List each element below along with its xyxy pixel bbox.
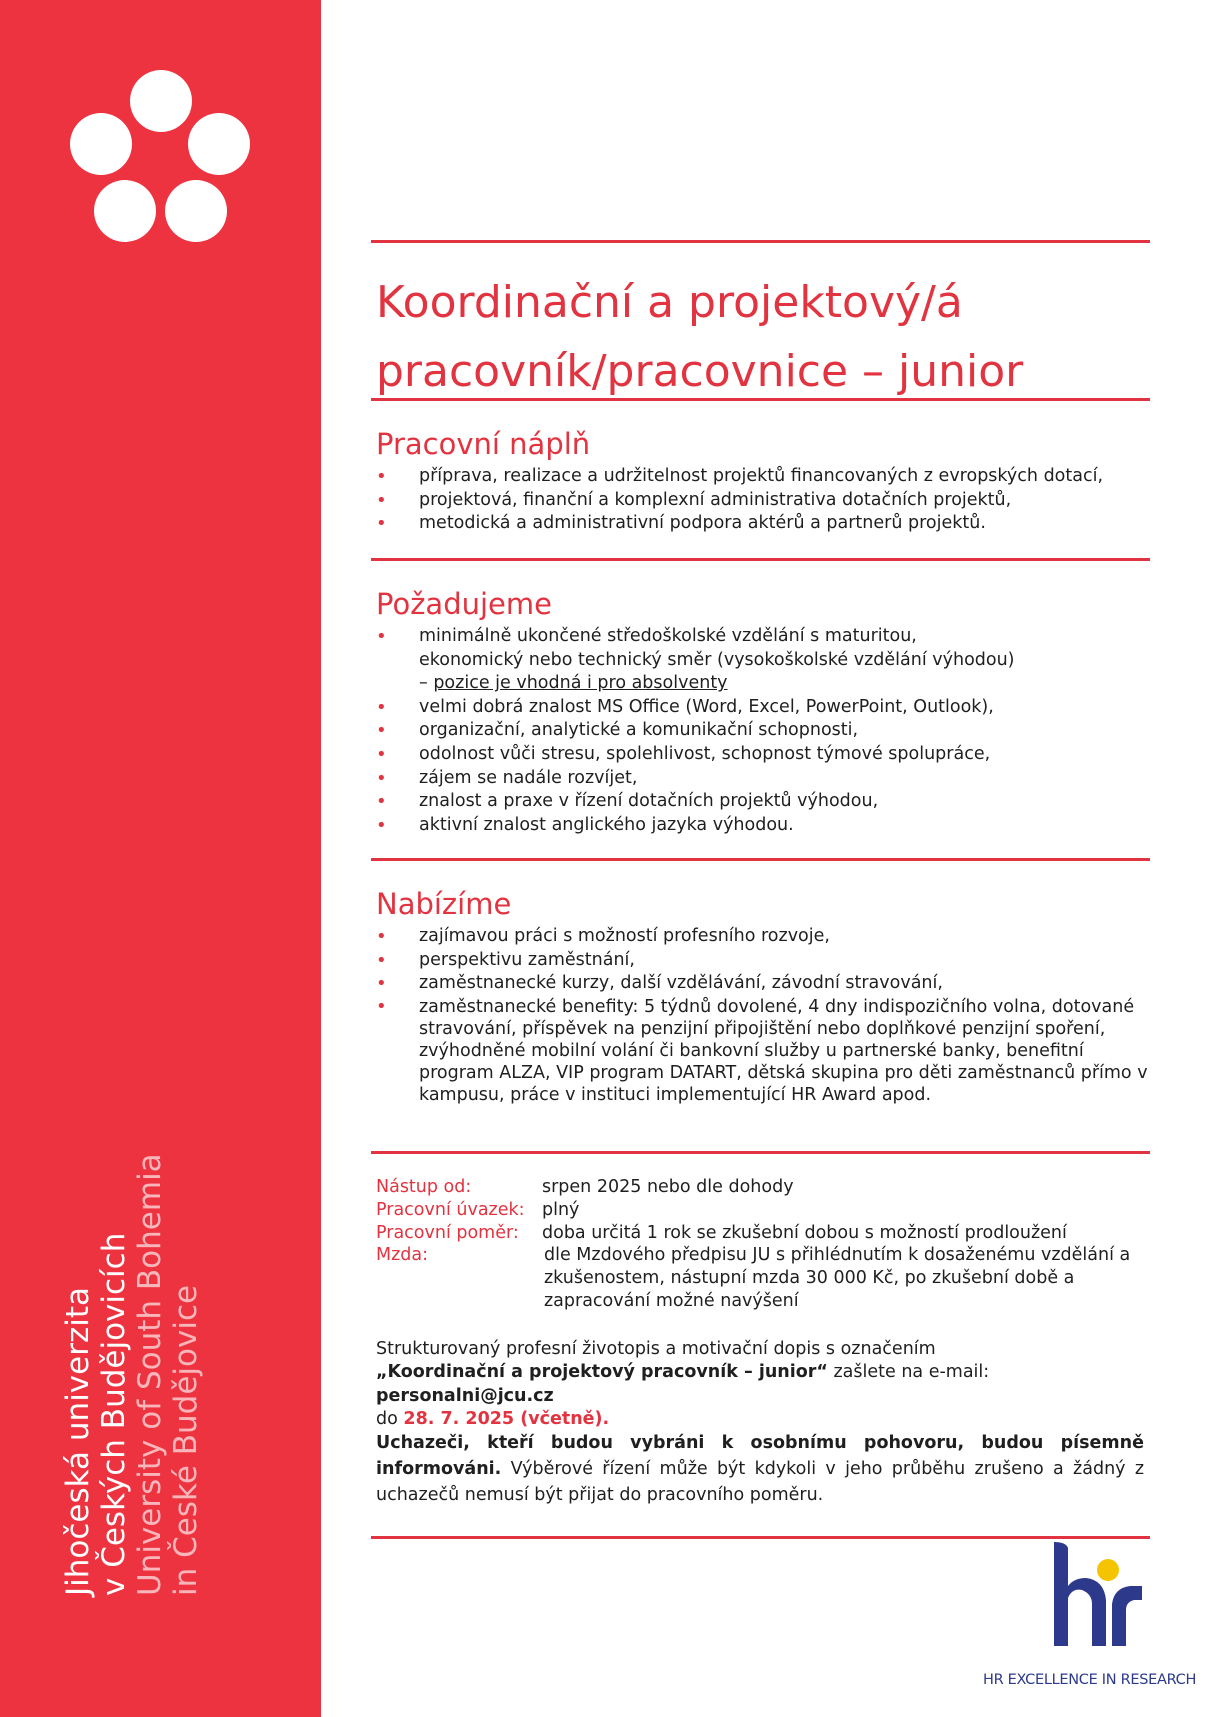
apply-line <box>376 1408 1166 1431</box>
application-instructions <box>376 1338 1166 1432</box>
term-label: Pracovní poměr: <box>376 1222 519 1243</box>
list-item: • perspektivu zaměstnání, <box>376 949 1151 973</box>
employment-terms <box>376 1176 1166 1313</box>
university-name-en-line2: in České Budějovice <box>168 1284 204 1596</box>
list-item: • zaměstnanecké kurzy, další vzdělávání, závodní stravování, <box>376 972 1151 996</box>
divider <box>371 398 1150 401</box>
requirement-line: ekonomický nebo technický směr (vysokoškolské vzdělání výhodou) <box>419 649 1015 670</box>
hr-excellence-caption: HR EXCELLENCE IN RESEARCH <box>983 1672 1197 1688</box>
university-name-cz-line1: Jihočeská univerzita <box>60 1286 96 1596</box>
list-item: • zaměstnanecké benefity: 5 týdnů dovolené, 4 dny indispozičního volna, dotované stravování, příspěvek na penzijní připojištění nebo doplňkové penzijní spoření, zvýhodněné mobilní volání či bankovní služby u partnerské banky, benefitní program ALZA, VIP program DATART, dětská skupina pro děti zaměstnanců přímo v kampusu, práce v instituci implementující HR Award apod. <box>376 996 1151 1106</box>
selection-notice <box>376 1430 1144 1508</box>
list-item: • zájem se nadále rozvíjet, <box>376 767 1156 791</box>
application-deadline: 28. 7. 2025 (včetně). <box>403 1409 610 1430</box>
divider <box>371 1536 1150 1539</box>
position-name: „Koordinační a projektový pracovník – junior“ <box>376 1362 828 1383</box>
list-item: • aktivní znalost anglického jazyka výhodou. <box>376 814 1156 838</box>
list-item: • organizační, analytické a komunikační schopnosti, <box>376 719 1156 743</box>
apply-line: Strukturovaný profesní životopis a motivační dopis s označením <box>376 1339 936 1359</box>
term-row <box>376 1199 1166 1222</box>
list-item: • zajímavou práci s možností profesního rozvoje, <box>376 925 1151 949</box>
apply-line <box>376 1361 1166 1408</box>
term-value: srpen 2025 nebo dle dohody <box>542 1177 794 1197</box>
title-line1: Koordinační a projektový/á <box>376 277 963 328</box>
term-label: Nástup od: <box>376 1177 472 1197</box>
duties-heading: Pracovní náplň <box>376 427 591 461</box>
list-item: • projektová, finanční a komplexní administrativa dotačních projektů, <box>376 489 1156 513</box>
dash: – <box>419 673 434 694</box>
university-name-en-line1: University of South Bohemia <box>132 1153 168 1596</box>
page-title <box>376 268 1156 406</box>
offer-list <box>376 925 1151 1106</box>
term-value: doba určitá 1 rok se zkušební dobou s možností prodloužení <box>542 1222 1067 1243</box>
notice-bold: Uchazeči, kteří budou vybráni k osobnímu pohovoru, budou písemně informováni. <box>376 1433 1144 1479</box>
term-row <box>376 1222 1166 1245</box>
list-item: • odolnost vůči stresu, spolehlivost, schopnost týmové spolupráce, <box>376 743 1156 767</box>
term-row <box>376 1244 1166 1312</box>
university-name-cz-line2: v Českých Budějovicích <box>96 1232 132 1596</box>
send-text: zašlete na e-mail: <box>827 1362 990 1383</box>
hr-excellence-logo <box>1050 1542 1150 1652</box>
requirements-heading: Požadujeme <box>376 587 552 621</box>
list-item: • znalost a praxe v řízení dotačních projektů výhodou, <box>376 790 1156 814</box>
divider <box>371 1151 1150 1154</box>
contact-email-link[interactable]: personalni@jcu.cz <box>376 1385 554 1406</box>
divider <box>371 240 1150 243</box>
divider <box>371 558 1150 561</box>
until-text: do <box>376 1409 404 1430</box>
term-label: Mzda: <box>376 1245 429 1266</box>
notice-text: Výběrové řízení může být kdykoli v jeho průběhu zrušeno a žádný z uchazečů nemusí být přijat do pracovního poměru. <box>376 1459 1144 1505</box>
graduates-welcome-note: pozice je vhodná i pro absolventy <box>433 673 728 694</box>
list-item: • příprava, realizace a udržitelnost projektů financovaných z evropských dotací, <box>376 465 1156 489</box>
divider <box>371 858 1150 861</box>
term-row <box>376 1176 1166 1199</box>
title-line2: pracovník/pracovnice – junior <box>376 346 1024 397</box>
requirement-line: minimálně ukončené středoškolské vzdělání s maturitou, <box>419 626 917 646</box>
list-item: • velmi dobrá znalost MS Office (Word, Excel, PowerPoint, Outlook), <box>376 696 1156 720</box>
requirements-list <box>376 625 1156 837</box>
list-item: • metodická a administrativní podpora aktérů a partnerů projektů. <box>376 512 1156 536</box>
term-value: plný <box>542 1199 580 1220</box>
list-item <box>376 625 1156 696</box>
offer-heading: Nabízíme <box>376 887 512 921</box>
term-value: dle Mzdového předpisu JU s přihlédnutím k dosaženému vzdělání a zkušenostem, nástupní mzda 30 000 Kč, po zkušební době a zapracování možné navýšení <box>544 1245 1131 1311</box>
duties-list <box>376 465 1156 536</box>
term-label: Pracovní úvazek: <box>376 1199 525 1220</box>
